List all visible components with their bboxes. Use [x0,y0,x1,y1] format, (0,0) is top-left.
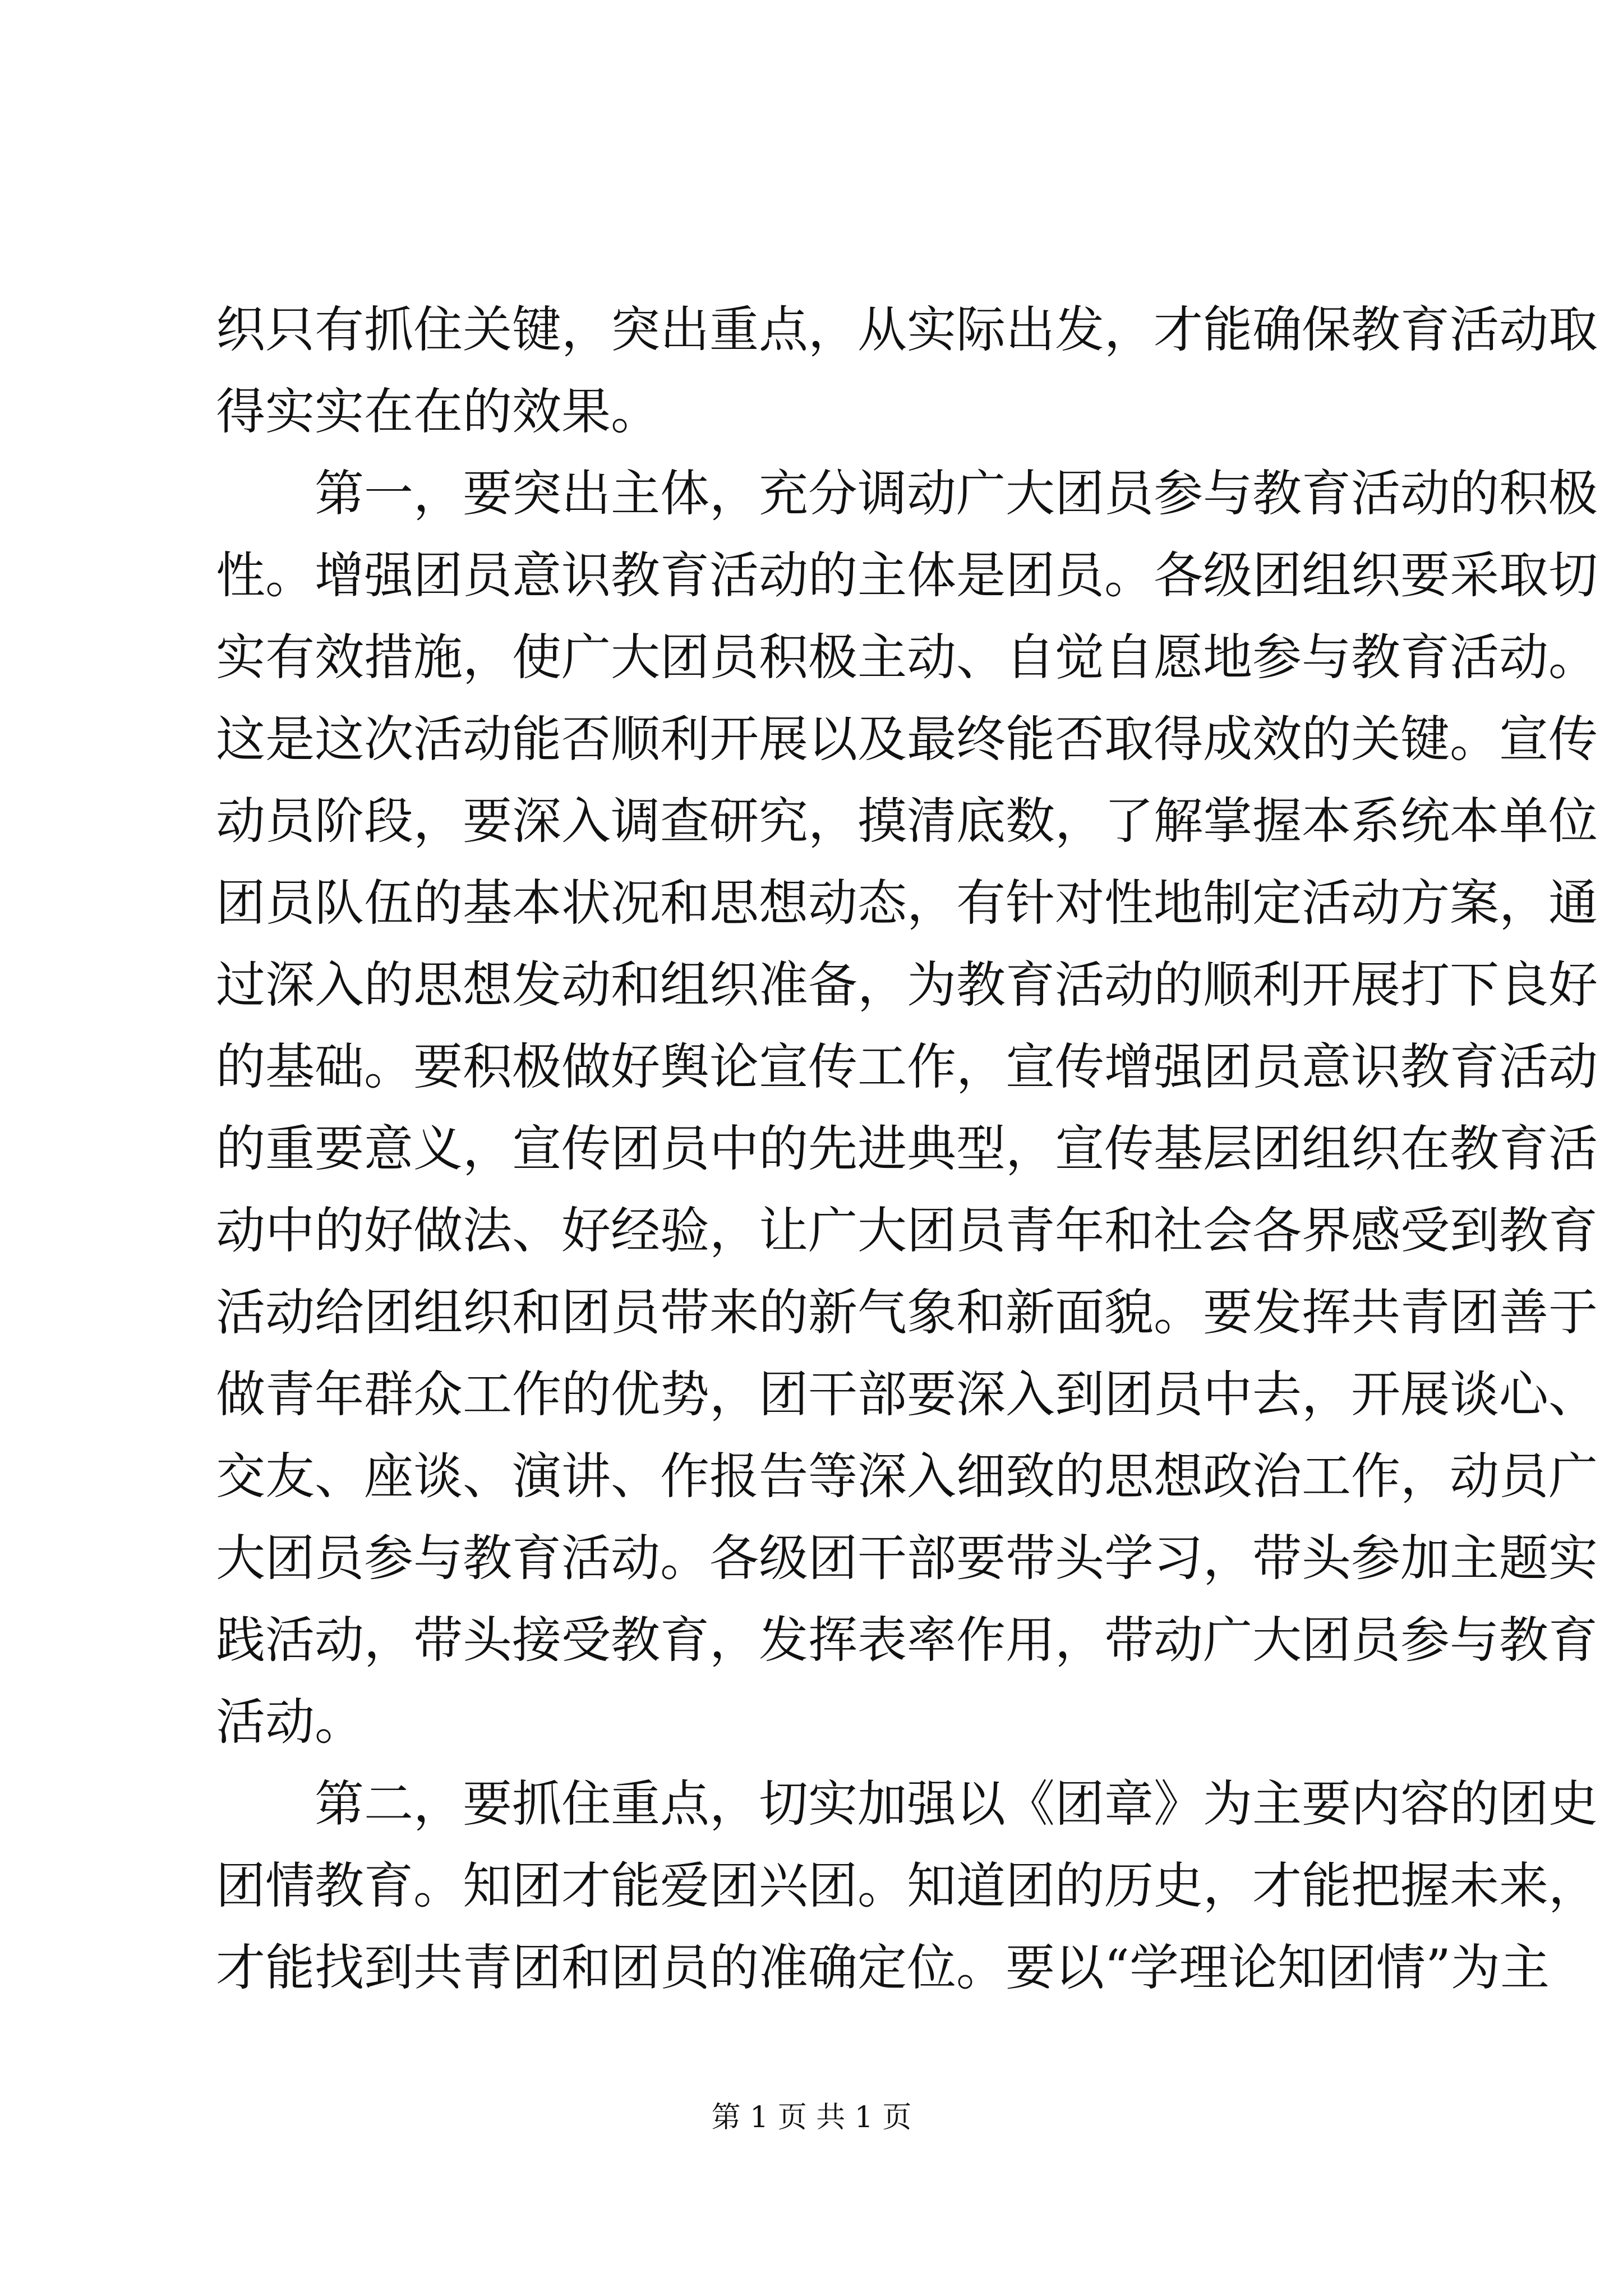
text-line: 才能找到共青团和团员的准确定位。要以“学理论知团情”为主 [216,1939,1550,1996]
text-line: 的重要意义，宣传团员中的先进典型，宣传基层团组织在教育活 [216,1120,1598,1177]
text-line: 大团员参与教育活动。各级团干部要带头学习，带头参加主题实 [216,1529,1598,1587]
text-line: 做青年群众工作的优势，团干部要深入到团员中去，开展谈心、 [216,1365,1598,1423]
text-line: 第一，要突出主体，充分调动广大团员参与教育活动的积极 [315,464,1598,522]
text-line: 织只有抓住关键，突出重点，从实际出发，才能确保教育活动取 [216,301,1598,358]
text-line: 践活动，带头接受教育，发挥表率作用，带动广大团员参与教育 [216,1611,1598,1669]
text-line: 过深入的思想发动和组织准备，为教育活动的顺利开展打下良好 [216,956,1598,1014]
text-line: 得实实在在的效果。 [216,383,661,440]
text-line: 活动给团组织和团员带来的新气象和新面貌。要发挥共青团善于 [216,1283,1598,1341]
text-line: 团情教育。知团才能爱团兴团。知道团的历史，才能把握未来， [216,1857,1598,1915]
text-line: 性。增强团员意识教育活动的主体是团员。各级团组织要采取切 [216,546,1598,604]
text-line: 活动。 [216,1693,365,1751]
text-line: 第二，要抓住重点，切实加强以《团章》为主要内容的团史 [315,1775,1598,1833]
text-line: 实有效措施，使广大团员积极主动、自觉自愿地参与教育活动。 [216,628,1598,686]
text-line: 团员队伍的基本状况和思想动态，有针对性地制定活动方案，通 [216,874,1598,932]
document-body [216,289,1598,2009]
text-line: 动中的好做法、好经验，让广大团员青年和社会各界感受到教育 [216,1202,1598,1259]
page-footer: 第 1 页 共 1 页 [711,2101,912,2134]
text-line: 这是这次活动能否顺利开展以及最终能否取得成效的关键。宣传 [216,710,1598,768]
text-line: 的基础。要积极做好舆论宣传工作，宣传增强团员意识教育活动 [216,1038,1598,1096]
text-line: 交友、座谈、演讲、作报告等深入细致的思想政治工作，动员广 [216,1447,1598,1505]
text-line: 动员阶段，要深入调查研究，摸清底数，了解掌握本系统本单位 [216,792,1598,850]
